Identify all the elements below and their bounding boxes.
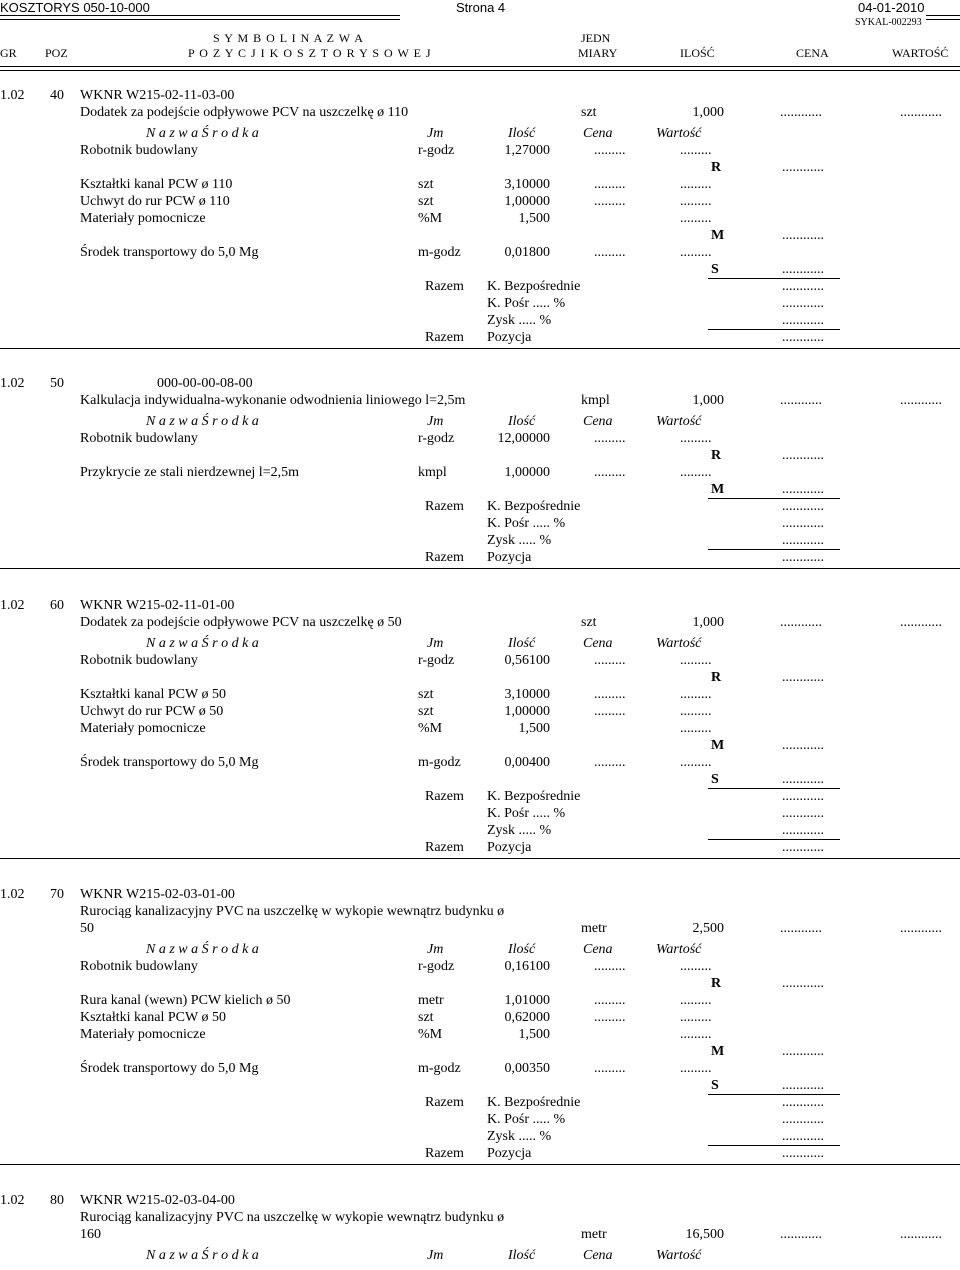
position-total-dots: ............: [782, 1146, 824, 1161]
resource-quantity: 1,27000: [504, 143, 550, 158]
position-total-dots: ............: [782, 330, 824, 345]
razem-label: Razem: [425, 550, 464, 565]
resource-unit: m-godz: [418, 245, 461, 260]
resource-name-header: N a z w a Ś r o d k a: [146, 942, 259, 957]
subtotal-label: R: [711, 448, 722, 463]
subtotal-dots: ............: [782, 1078, 824, 1093]
resource-unit: r-godz: [418, 653, 455, 668]
resource-price-header: Cena: [583, 942, 613, 957]
resource-name: Robotnik budowlany: [80, 143, 198, 158]
resource-unit: m-godz: [418, 1061, 461, 1076]
document-title: KOSZTORYS 050-10-000: [0, 0, 150, 15]
resource-name: Środek transportowy do 5,0 Mg: [80, 755, 259, 770]
resource-quantity: 1,500: [518, 211, 550, 226]
resource-name: Robotnik budowlany: [80, 959, 198, 974]
resource-quantity: 3,10000: [504, 177, 550, 192]
profit-label: Zysk ..... %: [487, 1129, 552, 1144]
razem-label: Razem: [425, 330, 464, 345]
col-symbol-name-1: S Y M B O L I N A Z W A: [213, 31, 364, 45]
profit-dots: ............: [782, 533, 824, 548]
resource-price-dots: .........: [594, 755, 626, 770]
subtotal-label: R: [711, 670, 722, 685]
profit-label: Zysk ..... %: [487, 823, 552, 838]
subtotal-label: M: [711, 738, 725, 753]
position-unit: metr: [581, 921, 607, 936]
subtotal-dots: ............: [782, 670, 824, 685]
subtotal-label: S: [711, 262, 719, 277]
position-number: 60: [50, 598, 64, 613]
resource-name-header: N a z w a Ś r o d k a: [146, 414, 259, 429]
resource-name: Uchwyt do rur PCW ø 110: [80, 194, 230, 209]
position-unit: kmpl: [581, 393, 610, 408]
resource-unit: %M: [418, 721, 443, 736]
resource-price-dots: .........: [594, 704, 626, 719]
header-bottom-double-rule: [0, 66, 960, 71]
resource-price-header: Cena: [583, 1248, 613, 1263]
position-quantity: 16,500: [685, 1227, 724, 1242]
position-value-dots: ............: [900, 1227, 942, 1242]
resource-unit: metr: [418, 993, 444, 1008]
resource-name-header: N a z w a Ś r o d k a: [146, 636, 259, 651]
indirect-costs-dots: ............: [782, 516, 824, 531]
position-description: Dodatek za podejście odpływowe PCV na uszczelkę ø 110: [80, 105, 409, 120]
col-jedn-1: JEDN: [581, 31, 611, 45]
profit-label: Zysk ..... %: [487, 533, 552, 548]
resource-value-dots: .........: [680, 211, 712, 226]
resource-quantity: 3,10000: [504, 687, 550, 702]
resource-unit: szt: [418, 1010, 434, 1025]
subtotal-dots: ............: [782, 228, 824, 243]
subtotal-dots: ............: [782, 482, 824, 497]
position-quantity: 1,000: [692, 105, 724, 120]
position-value-dots: ............: [900, 393, 942, 408]
indirect-costs-dots: ............: [782, 806, 824, 821]
position-unit: szt: [581, 105, 597, 120]
resource-quantity: 12,00000: [497, 431, 550, 446]
resource-value-header: Wartość: [656, 942, 702, 957]
resource-quantity: 0,00350: [504, 1061, 550, 1076]
resource-unit: m-godz: [418, 755, 461, 770]
resource-quantity: 1,00000: [504, 465, 550, 480]
resource-name: Materiały pomocnicze: [80, 1027, 206, 1042]
resource-value-dots: .........: [680, 653, 712, 668]
header-double-rule-left: [0, 15, 400, 20]
position-price-dots: ............: [780, 1227, 822, 1242]
profit-dots: ............: [782, 1129, 824, 1144]
resource-quantity: 0,00400: [504, 755, 550, 770]
resource-name: Robotnik budowlany: [80, 431, 198, 446]
subtotal-dots: ............: [782, 448, 824, 463]
resource-unit: %M: [418, 1027, 443, 1042]
resource-value-dots: .........: [680, 177, 712, 192]
position-group: 1.02: [0, 598, 25, 613]
position-unit: metr: [581, 1227, 607, 1242]
resource-value-dots: .........: [680, 959, 712, 974]
subtotal-label: S: [711, 1078, 719, 1093]
indirect-costs-label: K. Pośr ..... %: [487, 806, 566, 821]
col-symbol-name-2: P O Z Y C J I K O S Z T O R Y S O W E J: [188, 46, 432, 60]
resource-quantity: 1,500: [518, 1027, 550, 1042]
resource-unit-header: Jm: [427, 636, 444, 651]
resource-value-dots: .........: [680, 465, 712, 480]
position-symbol: 000-00-00-08-00: [157, 376, 253, 391]
resource-unit: szt: [418, 687, 434, 702]
position-description: Rurociąg kanalizacyjny PVC na uszczelkę w wykopie wewnątrz budynku ø: [80, 1210, 505, 1225]
resource-name: Materiały pomocnicze: [80, 211, 206, 226]
razem-label: Razem: [425, 840, 464, 855]
position-separator: [0, 568, 960, 569]
resource-value-dots: .........: [680, 1010, 712, 1025]
position-price-dots: ............: [780, 921, 822, 936]
direct-costs-dots: ............: [782, 1095, 824, 1110]
resource-value-dots: .........: [680, 431, 712, 446]
resource-price-dots: .........: [594, 653, 626, 668]
resource-name-header: N a z w a Ś r o d k a: [146, 126, 259, 141]
razem-label: Razem: [425, 499, 464, 514]
resource-qty-header: Ilość: [508, 636, 536, 651]
razem-label: Razem: [425, 789, 464, 804]
page-number: Strona 4: [456, 0, 506, 15]
resource-price-header: Cena: [583, 414, 613, 429]
resource-name: Środek transportowy do 5,0 Mg: [80, 1061, 259, 1076]
resource-price-dots: .........: [594, 1010, 626, 1025]
resource-name: Rura kanal (wewn) PCW kielich ø 50: [80, 993, 291, 1008]
resource-name-header: N a z w a Ś r o d k a: [146, 1248, 259, 1263]
position-separator: [0, 858, 960, 859]
indirect-costs-label: K. Pośr ..... %: [487, 516, 566, 531]
indirect-costs-label: K. Pośr ..... %: [487, 296, 566, 311]
subtotal-dots: ............: [782, 772, 824, 787]
resource-unit-header: Jm: [427, 126, 444, 141]
resource-quantity: 0,62000: [504, 1010, 550, 1025]
position-group: 1.02: [0, 887, 25, 902]
resource-value-dots: .........: [680, 245, 712, 260]
resource-name: Kształtki kanal PCW ø 50: [80, 1010, 226, 1025]
position-total-label: Pozycja: [487, 330, 532, 345]
resource-value-dots: .........: [680, 1027, 712, 1042]
position-value-dots: ............: [900, 105, 942, 120]
resource-price-dots: .........: [594, 959, 626, 974]
subtotal-label: R: [711, 160, 722, 175]
resource-value-dots: .........: [680, 143, 712, 158]
resource-price-dots: .........: [594, 245, 626, 260]
position-quantity: 1,000: [692, 393, 724, 408]
resource-price-dots: .........: [594, 465, 626, 480]
resource-qty-header: Ilość: [508, 942, 536, 957]
resource-price-header: Cena: [583, 126, 613, 141]
position-symbol: WKNR W215-02-11-01-00: [80, 598, 235, 613]
resource-value-header: Wartość: [656, 126, 702, 141]
resource-value-dots: .........: [680, 993, 712, 1008]
resource-value-dots: .........: [680, 1061, 712, 1076]
position-value-dots: ............: [900, 921, 942, 936]
resource-price-dots: .........: [594, 431, 626, 446]
resource-unit: kmpl: [418, 465, 447, 480]
resource-quantity: 0,56100: [504, 653, 550, 668]
resource-unit: %M: [418, 211, 443, 226]
col-wartosc: WARTOŚĆ: [892, 46, 949, 60]
position-price-dots: ............: [780, 393, 822, 408]
subtotal-label: M: [711, 482, 725, 497]
resource-value-dots: .........: [680, 755, 712, 770]
resource-unit: szt: [418, 704, 434, 719]
subtotal-label: M: [711, 228, 725, 243]
razem-label: Razem: [425, 279, 464, 294]
position-group: 1.02: [0, 376, 25, 391]
position-description: 50: [80, 921, 94, 936]
resource-price-dots: .........: [594, 687, 626, 702]
position-symbol: WKNR W215-02-11-03-00: [80, 88, 235, 103]
direct-costs-dots: ............: [782, 789, 824, 804]
document-code: SYKAL-002293: [855, 17, 922, 28]
direct-costs-label: K. Bezpośrednie: [487, 499, 581, 514]
position-description: 160: [80, 1227, 101, 1242]
resource-name: Materiały pomocnicze: [80, 721, 206, 736]
position-number: 80: [50, 1193, 64, 1208]
resource-price-dots: .........: [594, 993, 626, 1008]
profit-dots: ............: [782, 313, 824, 328]
profit-dots: ............: [782, 823, 824, 838]
subtotal-label: R: [711, 976, 722, 991]
resource-qty-header: Ilość: [508, 414, 536, 429]
position-description: Rurociąg kanalizacyjny PVC na uszczelkę w wykopie wewnątrz budynku ø: [80, 904, 505, 919]
resource-value-dots: .........: [680, 704, 712, 719]
header-double-rule-right: [926, 15, 960, 20]
col-gr: GR: [0, 46, 17, 60]
resource-name: Środek transportowy do 5,0 Mg: [80, 245, 259, 260]
position-symbol: WKNR W215-02-03-01-00: [80, 887, 235, 902]
indirect-costs-label: K. Pośr ..... %: [487, 1112, 566, 1127]
subtotal-dots: ............: [782, 262, 824, 277]
resource-value-header: Wartość: [656, 1248, 702, 1263]
resource-price-dots: .........: [594, 143, 626, 158]
position-total-dots: ............: [782, 550, 824, 565]
direct-costs-label: K. Bezpośrednie: [487, 279, 581, 294]
position-total-label: Pozycja: [487, 1146, 532, 1161]
resource-unit: r-godz: [418, 959, 455, 974]
subtotal-dots: ............: [782, 976, 824, 991]
position-number: 50: [50, 376, 64, 391]
subtotal-dots: ............: [782, 738, 824, 753]
resource-name: Przykrycie ze stali nierdzewnej l=2,5m: [80, 465, 299, 480]
position-quantity: 2,500: [692, 921, 724, 936]
direct-costs-label: K. Bezpośrednie: [487, 1095, 581, 1110]
resource-qty-header: Ilość: [508, 126, 536, 141]
position-separator: [0, 348, 960, 349]
direct-costs-dots: ............: [782, 499, 824, 514]
position-unit: szt: [581, 615, 597, 630]
col-poz: POZ: [45, 46, 68, 60]
resource-unit-header: Jm: [427, 414, 444, 429]
resource-name: Robotnik budowlany: [80, 653, 198, 668]
resource-qty-header: Ilość: [508, 1248, 536, 1263]
resource-value-dots: .........: [680, 721, 712, 736]
resource-name: Kształtki kanal PCW ø 50: [80, 687, 226, 702]
resource-quantity: 1,00000: [504, 194, 550, 209]
resource-unit: szt: [418, 194, 434, 209]
resource-unit: szt: [418, 177, 434, 192]
resource-value-dots: .........: [680, 687, 712, 702]
position-separator: [0, 1164, 960, 1165]
resource-unit: r-godz: [418, 431, 455, 446]
indirect-costs-dots: ............: [782, 1112, 824, 1127]
position-total-dots: ............: [782, 840, 824, 855]
direct-costs-label: K. Bezpośrednie: [487, 789, 581, 804]
position-symbol: WKNR W215-02-03-04-00: [80, 1193, 235, 1208]
document-date: 04-01-2010: [858, 0, 925, 15]
position-group: 1.02: [0, 88, 25, 103]
indirect-costs-dots: ............: [782, 296, 824, 311]
resource-unit-header: Jm: [427, 942, 444, 957]
resource-quantity: 1,01000: [504, 993, 550, 1008]
razem-label: Razem: [425, 1095, 464, 1110]
position-total-label: Pozycja: [487, 840, 532, 855]
position-description: Dodatek za podejście odpływowe PCV na uszczelkę ø 50: [80, 615, 402, 630]
resource-price-header: Cena: [583, 636, 613, 651]
resource-quantity: 1,500: [518, 721, 550, 736]
profit-label: Zysk ..... %: [487, 313, 552, 328]
subtotal-label: S: [711, 772, 719, 787]
resource-unit-header: Jm: [427, 1248, 444, 1263]
resource-value-header: Wartość: [656, 414, 702, 429]
position-number: 40: [50, 88, 64, 103]
subtotal-dots: ............: [782, 160, 824, 175]
position-description: Kalkulacja indywidualna-wykonanie odwodnienia liniowego l=2,5m: [80, 393, 466, 408]
position-number: 70: [50, 887, 64, 902]
resource-price-dots: .........: [594, 177, 626, 192]
position-price-dots: ............: [780, 615, 822, 630]
position-quantity: 1,000: [692, 615, 724, 630]
position-value-dots: ............: [900, 615, 942, 630]
resource-price-dots: .........: [594, 1061, 626, 1076]
resource-unit: r-godz: [418, 143, 455, 158]
subtotal-dots: ............: [782, 1044, 824, 1059]
direct-costs-dots: ............: [782, 279, 824, 294]
resource-quantity: 0,01800: [504, 245, 550, 260]
resource-price-dots: .........: [594, 194, 626, 209]
col-cena: CENA: [796, 46, 829, 60]
col-jedn-2: MIARY: [578, 46, 618, 60]
position-price-dots: ............: [780, 105, 822, 120]
resource-name: Kształtki kanal PCW ø 110: [80, 177, 233, 192]
resource-value-dots: .........: [680, 194, 712, 209]
col-ilosc: ILOŚĆ: [680, 46, 715, 60]
resource-value-header: Wartość: [656, 636, 702, 651]
subtotal-label: M: [711, 1044, 725, 1059]
position-group: 1.02: [0, 1193, 25, 1208]
resource-name: Uchwyt do rur PCW ø 50: [80, 704, 224, 719]
razem-label: Razem: [425, 1146, 464, 1161]
position-total-label: Pozycja: [487, 550, 532, 565]
resource-quantity: 1,00000: [504, 704, 550, 719]
resource-quantity: 0,16100: [504, 959, 550, 974]
